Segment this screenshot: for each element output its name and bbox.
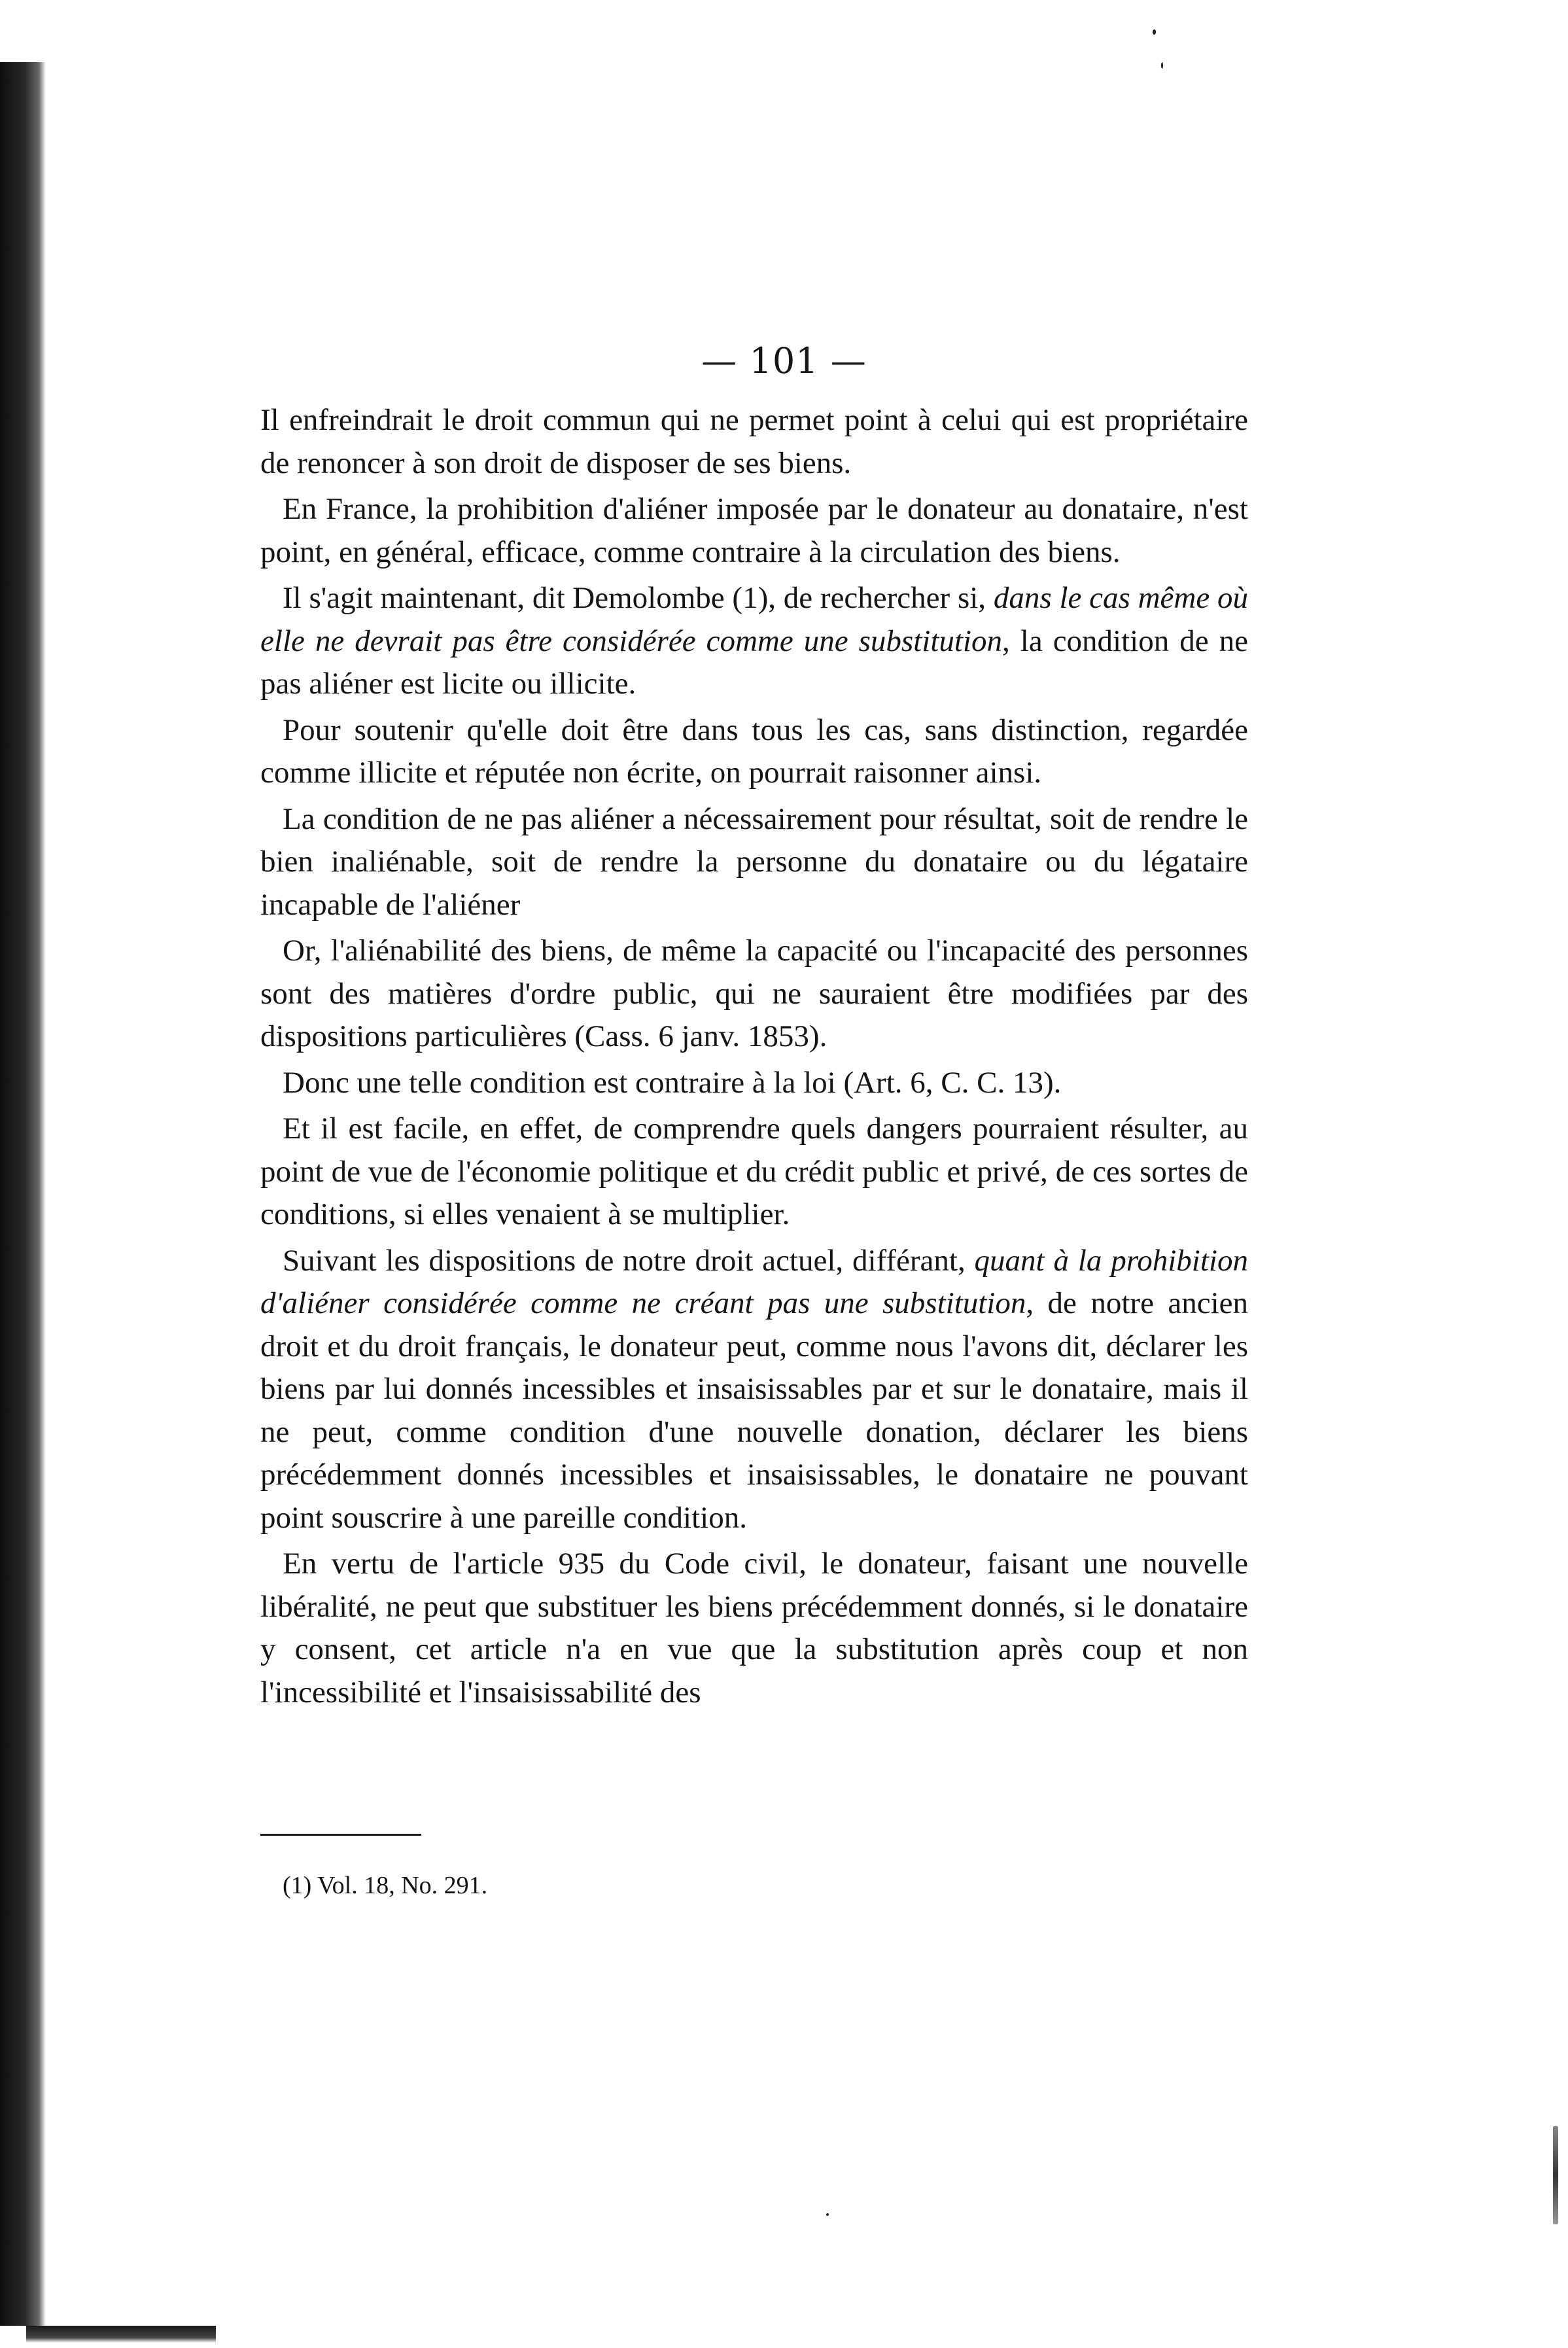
italic-text-run: dans le cas même où elle ne devrait pas être considérée comme une substitution — [260, 581, 1248, 658]
text-run: , de notre ancien droit et du droit français, le donateur peut, comme nous l'avons dit, déclarer les biens par lui donnés incessibles et insaisissables par et sur le donataire, mais il ne peut, comme condition d'une nouvelle donation, déclarer les biens précédemment donnés incessibles et insaisissables, le donataire ne pouvant point souscrire à une pareille condition. — [260, 1286, 1248, 1535]
scan-speck — [1161, 62, 1163, 69]
scan-speck — [826, 2213, 829, 2216]
paragraph — [260, 1062, 1248, 1105]
binding-gutter-shadow-bottom — [26, 2326, 216, 2343]
body-text — [260, 399, 1248, 1714]
text-run: Donc une telle condition est contraire à la loi (Art. 6, C. C. 13). — [283, 1065, 1062, 1100]
paragraph — [260, 1543, 1248, 1714]
text-run: Or, l'aliénabilité des biens, de même la capacité ou l'incapacité des personnes sont des matières d'ordre public, qui ne sauraient être modifiées par des dispositions particulières (Cass. 6 janv. 1853). — [260, 934, 1248, 1053]
text-run: En France, la prohibition d'aliéner imposée par le donateur au donataire, n'est point, en général, efficace, comme contraire à la circulation des biens. — [260, 492, 1248, 569]
footnote: (1) Vol. 18, No. 291. — [283, 1872, 488, 1899]
text-run: Suivant les dispositions de notre droit actuel, différant, — [283, 1243, 975, 1278]
scan-speck — [1553, 2126, 1558, 2224]
paragraph — [260, 1108, 1248, 1236]
page-number: — 101 — — [701, 340, 867, 381]
text-run: Pour soutenir qu'elle doit être dans tous les cas, sans distinction, regardée comme illicite et réputée non écrite, on pourrait raisonner ainsi. — [260, 712, 1248, 790]
paragraph — [260, 577, 1248, 706]
text-run: La condition de ne pas aliéner a nécessairement pour résultat, soit de rendre le bien inaliénable, soit de rendre la personne du donataire ou du légataire incapable de l'aliéner — [260, 801, 1248, 922]
text-run: , la condition de ne pas aliéner est licite ou illicite. — [260, 623, 1248, 701]
footnote-separator — [260, 1834, 421, 1836]
text-run: Et il est facile, en effet, de comprendre quels dangers pourraient résulter, au point de vue de l'économie politique et du crédit public et privé, de ces sortes de conditions, si elles venaient à se multiplier. — [260, 1112, 1248, 1231]
paragraph — [260, 709, 1248, 795]
italic-text-run: quant à la prohibition d'aliéner considérée comme ne créant pas une substitution — [260, 1243, 1248, 1320]
paragraph — [260, 488, 1248, 574]
text-run: Il s'agit maintenant, dit Demolombe (1), de rechercher si, — [283, 581, 994, 615]
scan-speck — [1153, 29, 1156, 35]
paragraph — [260, 1240, 1248, 1540]
paragraph — [260, 930, 1248, 1059]
text-run: En vertu de l'article 935 du Code civil, le donateur, faisant une nouvelle libéralité, ne peut que substituer les biens précédemment donnés, si le donataire y consent, cet article n'a en vue que la substitution après coup et non l'incessibilité et l'insaisissabilité des — [260, 1547, 1248, 1709]
binding-gutter-shadow — [0, 62, 46, 2326]
paragraph-continuation — [260, 399, 1248, 485]
text-run: Il enfreindrait le droit commun qui ne permet point à celui qui est propriétaire de renoncer à son droit de disposer de ses biens. — [260, 403, 1248, 480]
paragraph — [260, 798, 1248, 927]
